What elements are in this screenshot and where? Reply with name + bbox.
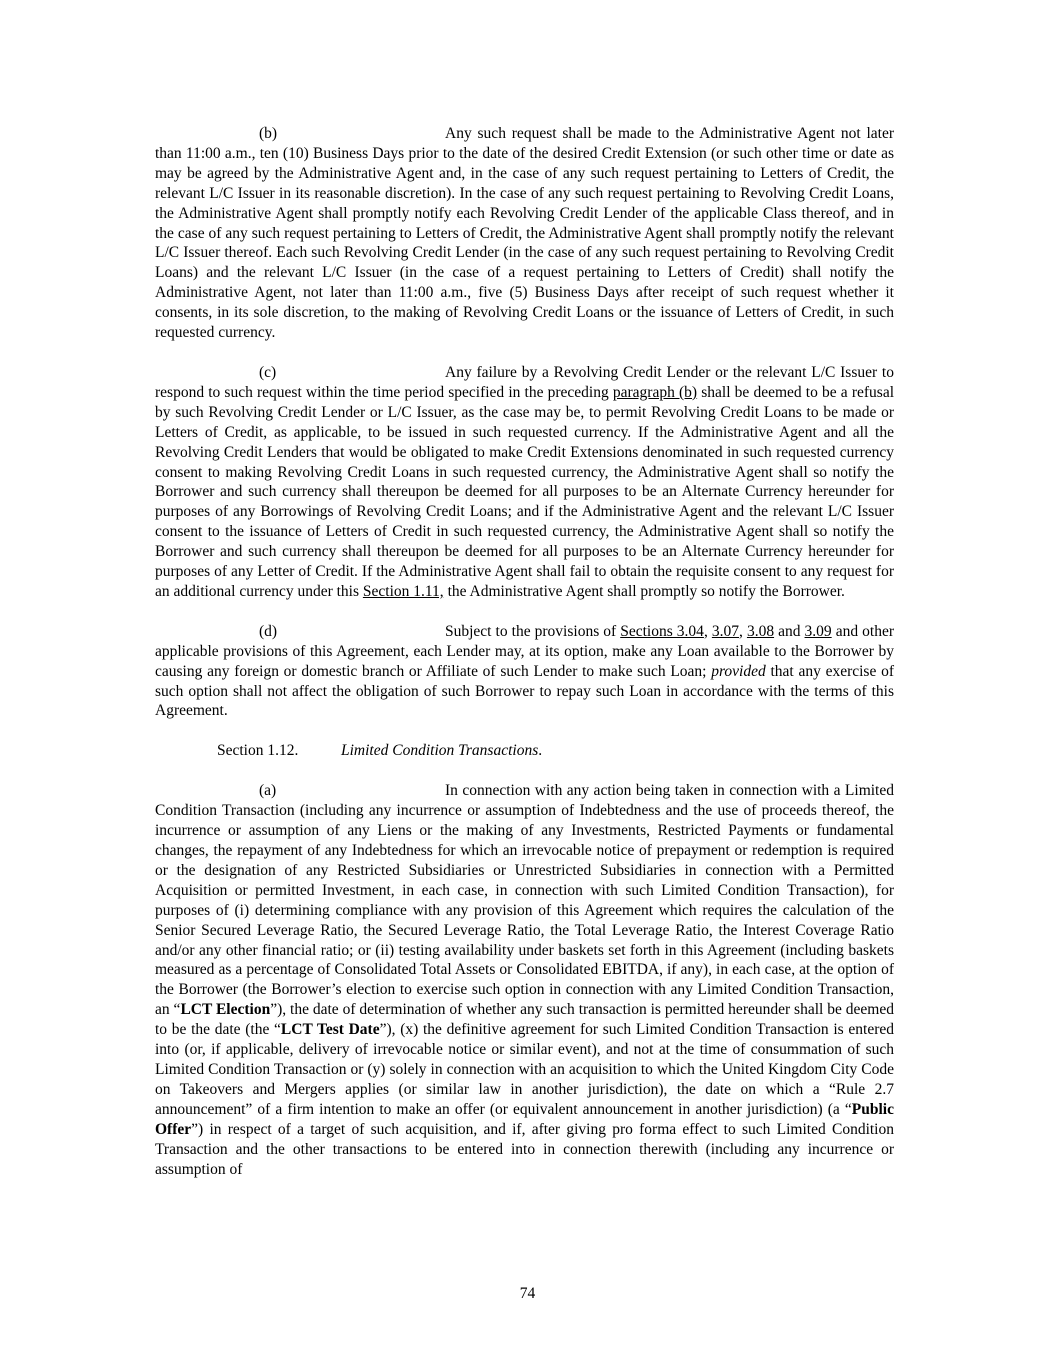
separator: , — [703, 622, 712, 640]
paragraph-a-text-4: ”) in respect of a target of such acquisition, and if, after giving pro forma effect to such Limited Condition Transaction and the other transactions to be entered into in connection therewith (including any incurrence or assumption of — [155, 1120, 894, 1178]
paragraph-label-c: (c) — [259, 363, 277, 381]
cross-reference-section-3-08: 3.08 — [746, 622, 775, 640]
cross-reference-section-3-07: 3.07 — [711, 622, 739, 640]
document-body — [155, 124, 894, 1199]
paragraph-c-text-3: the Administrative Agent shall promptly so notify the Borrower. — [443, 582, 845, 600]
paragraph-a-text-2: ”), the date of determination of whether any such transaction is permitted hereunder shall be deemed to be the date (the “ — [155, 1001, 894, 1039]
paragraph-label-a: (a) — [259, 782, 277, 800]
cross-reference-section-1-11: Section 1.11, — [362, 582, 444, 600]
paragraph-a-text-3: ”), (x) the definitive agreement for such Limited Condition Transaction is entered into (or, if applicable, delivery of irrevocable notice or similar event), and not at the time of consummation of such Limited Condition Transaction or (y) solely in connection with an acquisition to which the United Kingdom City Code on Takeovers and Mergers applies (or similar law in another jurisdiction), the date on which a “Rule 2.7 announcement” of a firm intention to make an offer (or equivalent announcement in another jurisdiction) (a “ — [155, 1021, 894, 1118]
defined-term-lct-election: LCT Election — [180, 1001, 271, 1019]
cross-reference-section-3-09: 3.09 — [804, 622, 832, 640]
section-number: Section 1.12. — [217, 742, 299, 760]
page-number: 74 — [519, 1285, 536, 1302]
paragraph-a-text-1: In connection with any action being taken in connection with a Limited Condition Transaction (including any incurrence or assumption of Indebtedness and the use of proceeds thereof, the incurrence or assumption of any Liens or the making of any Investments, Restricted Payments or fundamental changes, the repayment of any Indebtedness for which an irrevocable notice of prepayment or redemption is required or the designation of any Restricted Subsidiaries or Unrestricted Subsidiaries in connection with a Permitted Acquisition or permitted Investment, in each case, in connection with such Limited Condition Transaction), for purposes of (i) determining compliance with any provision of this Agreement which requires the calculation of the Senior Secured Leverage Ratio, the Secured Leverage Ratio, the Total Leverage Ratio, the Interest Coverage Ratio and/or any other financial ratio; or (ii) testing availability under baskets set forth in this Agreement (including baskets measured as a percentage of Consolidated Total Assets or Consolidated EBITDA, if any), in each case, at the option of the Borrower (the Borrower’s election to exercise such option in connection with any Limited Condition Transaction, an “ — [155, 782, 894, 1019]
paragraph-a — [155, 781, 894, 1179]
proviso-term: provided — [711, 662, 766, 680]
defined-term-public-offer: Public Offer — [155, 1100, 894, 1138]
paragraph-d — [155, 622, 894, 722]
defined-term-lct-test-date: LCT Test Date — [280, 1021, 380, 1039]
section-title: Limited Condition Transactions — [341, 742, 539, 760]
section-title-period: . — [538, 742, 543, 760]
separator: , — [739, 622, 747, 640]
paragraph-b — [155, 124, 894, 343]
paragraph-c-text-1: Any failure by a Revolving Credit Lender or the relevant L/C Issuer to respond to such request within the time period specified in the preceding — [155, 363, 894, 401]
paragraph-label-b: (b) — [259, 125, 278, 142]
cross-reference-paragraph-b: paragraph (b) — [612, 383, 698, 401]
paragraph-d-text-3: that any exercise of such option shall not affect the obligation of such Borrower to repay such Loan in accordance with the terms of this Agreement. — [155, 662, 894, 720]
paragraph-label-d: (d) — [259, 622, 278, 640]
paragraph-c-text-2: shall be deemed to be a refusal by such Revolving Credit Lender or L/C Issuer, as the case may be, to permit Revolving Credit Loans to be made or Letters of Credit, as applicable, to be issued in such requested currency. If the Administrative Agent and all the Revolving Credit Lenders that would be obligated to make Credit Extensions denominated in such requested currency consent to making Revolving Credit Loans in such requested currency, the Administrative Agent shall so notify the Borrower and such currency shall thereupon be deemed for all purposes to be an Alternate Currency hereunder for purposes of any Borrowings of Revolving Credit Loans; and if the Administrative Agent and the relevant L/C Issuer consent to the issuance of Letters of Credit in such requested currency, the Administrative Agent shall so notify the Borrower and such currency shall thereupon be deemed for all purposes to be an Alternate Currency hereunder for purposes of any Letter of Credit. If the Administrative Agent shall fail to obtain the requisite consent to any request for an additional currency under this — [155, 383, 895, 600]
separator: and — [774, 622, 805, 640]
section-heading-1-12 — [155, 741, 894, 761]
paragraph-c — [155, 363, 894, 602]
cross-reference-section-3-04: Sections 3.04 — [620, 622, 704, 640]
paragraph-b-text: Any such request shall be made to the Administrative Agent not later than 11:00 a.m., ten (10) Business Days prior to the date of the desired Credit Extension (or such other time or date as may be agreed by the Administrative Agent and, in the case of any such request pertaining to Letters of Credit, the relevant L/C Issuer in its reasonable discretion). In the case of any such request pertaining to Revolving Credit Loans, the Administrative Agent shall promptly notify each Revolving Credit Lender of the applicable Class thereof, and in the case of any such request pertaining to Letters of Credit, the Administrative Agent shall promptly notify the relevant L/C Issuer thereof. Each such Revolving Credit Lender (in the case of any such request pertaining to Revolving Credit Loans) and the relevant L/C Issuer (in the case of a request pertaining to Letters of Credit) shall notify the Administrative Agent, not later than 11:00 a.m., five (5) Business Days after receipt of such request whether it consents, in its sole discretion, to the making of Revolving Credit Loans or the issuance of Letters of Credit, in such requested currency. — [155, 125, 894, 342]
paragraph-d-text-2: and other applicable provisions of this Agreement, each Lender may, at its option, make any Loan available to the Borrower by causing any foreign or domestic branch or Affiliate of such Lender to make such Loan; — [155, 622, 894, 680]
paragraph-d-text-1: Subject to the provisions of — [445, 622, 621, 640]
